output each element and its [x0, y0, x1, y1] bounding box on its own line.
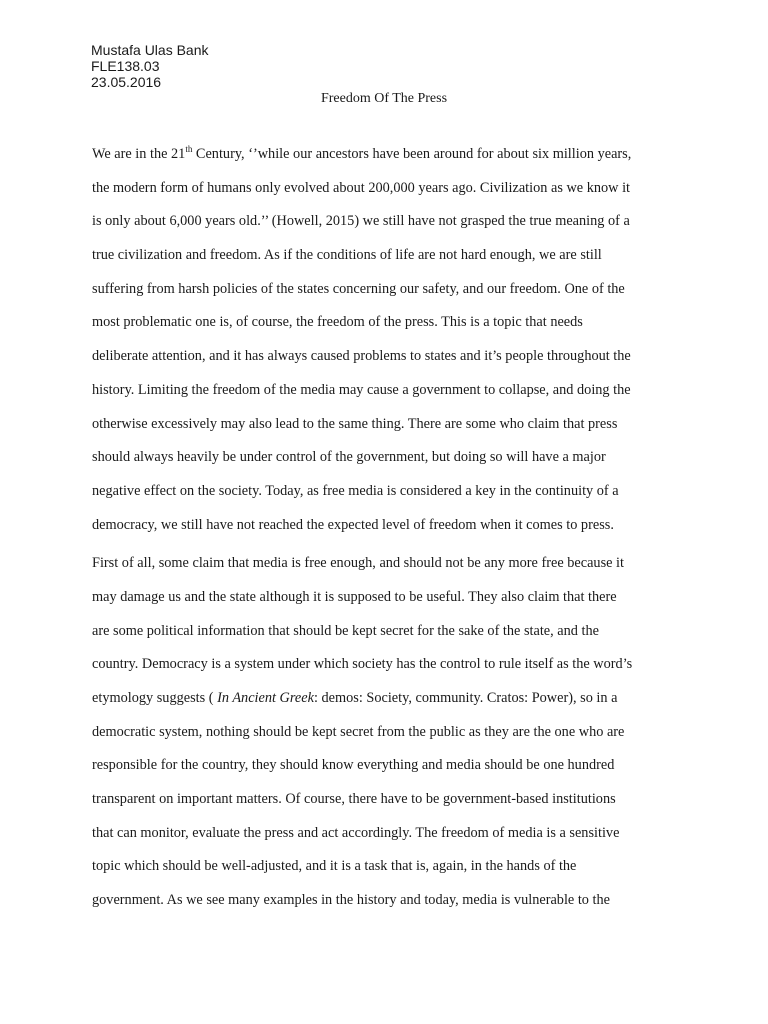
paragraph-line: is only about 6,000 years old.’’ (Howell, 2015) we still have not grasped the true meaning of a	[92, 213, 630, 230]
paragraph-line: deliberate attention, and it has always caused problems to states and it’s people throughout the	[92, 348, 631, 365]
paragraph-line: should always heavily be under control of the government, but doing so will have a major	[92, 449, 606, 466]
paragraph-line: history. Limiting the freedom of the media may cause a government to collapse, and doing the	[92, 381, 631, 398]
italic-text: In Ancient Greek	[217, 690, 314, 706]
text-run: : demos: Society, community. Cratos: Power), so in a	[313, 690, 618, 706]
paragraph-line: responsible for the country, they should know everything and media should be one hundred	[92, 757, 615, 774]
paragraph-line	[92, 686, 672, 720]
paragraph-line: that can monitor, evaluate the press and act accordingly. The freedom of media is a sensitive	[92, 824, 620, 841]
paragraph-line: First of all, some claim that media is free enough, and should not be any more free because it	[92, 555, 625, 572]
paragraph-line: may damage us and the state although it is supposed to be useful. They also claim that there	[92, 588, 617, 605]
document-title-row	[0, 90, 768, 108]
paragraph-line	[92, 142, 672, 176]
document-header	[91, 42, 209, 90]
paragraph-line: negative effect on the society. Today, as free media is considered a key in the continuity of a	[92, 482, 619, 499]
paragraph-line: government. As we see many examples in the history and today, media is vulnerable to the	[92, 892, 610, 909]
paragraph-line: the modern form of humans only evolved about 200,000 years ago. Civilization as we know it	[92, 179, 631, 196]
paragraph-line: topic which should be well-adjusted, and it is a task that is, again, in the hands of the	[92, 858, 577, 875]
superscript: th	[185, 144, 193, 154]
text-run: We are in the 21	[92, 146, 186, 162]
document-body	[92, 142, 672, 922]
text-run: etymology suggests (	[92, 690, 218, 706]
paragraph-2	[92, 551, 672, 922]
author-name: Mustafa Ulas Bank	[91, 42, 209, 58]
course-code: FLE138.03	[91, 58, 160, 74]
document-title: Freedom Of The Press	[320, 91, 448, 106]
paragraph-line: country. Democracy is a system under which society has the control to rule itself as the word’s	[92, 656, 633, 673]
paragraph-line: most problematic one is, of course, the freedom of the press. This is a topic that needs	[92, 314, 583, 331]
paragraph-line: are some political information that should be kept secret for the sake of the state, and the	[92, 622, 599, 639]
paragraph-line: true civilization and freedom. As if the conditions of life are not hard enough, we are still	[92, 247, 602, 264]
paragraph-line: otherwise excessively may also lead to the same thing. There are some who claim that press	[92, 415, 618, 432]
paragraph-line: democracy, we still have not reached the expected level of freedom when it comes to press.	[92, 516, 614, 533]
document-date: 23.05.2016	[91, 74, 162, 90]
paragraph-line: suffering from harsh policies of the states concerning our safety, and our freedom. One of the	[92, 280, 625, 297]
text-run: Century, ‘’while our ancestors have been around for about six million years,	[192, 146, 632, 162]
paragraph-1	[92, 142, 672, 546]
paragraph-line: transparent on important matters. Of course, there have to be government-based institutions	[92, 791, 616, 808]
paragraph-line: democratic system, nothing should be kept secret from the public as they are the one who are	[92, 723, 625, 740]
